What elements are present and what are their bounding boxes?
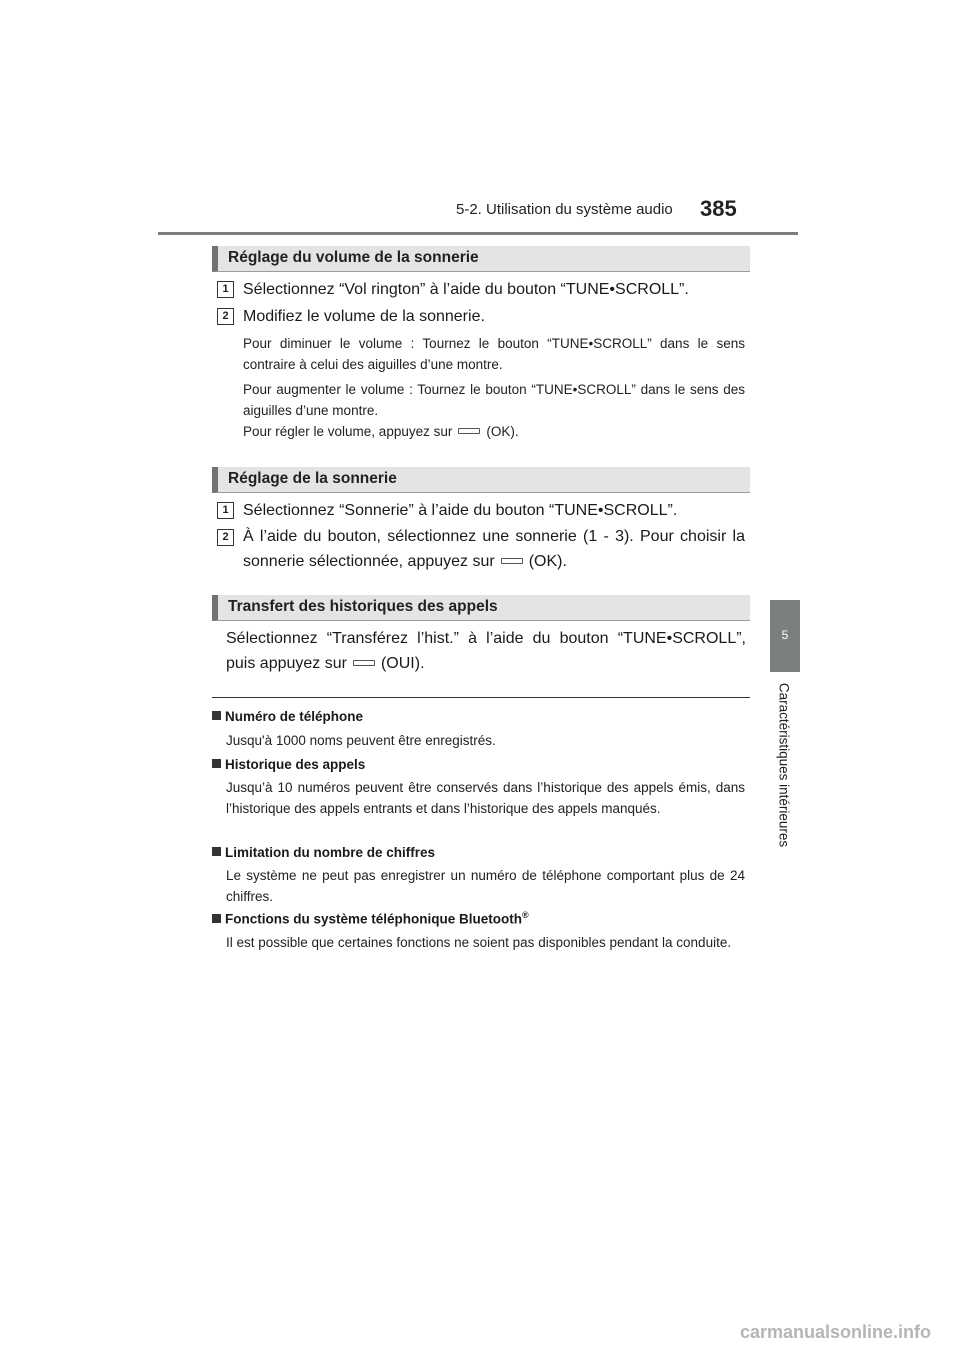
section-heading-ringtone xyxy=(212,467,750,493)
instruction-detail: Pour augmenter le volume : Tournez le bouton “TUNE•SCROLL” dans le sens des aiguilles d’une montre. xyxy=(243,382,745,418)
page-header xyxy=(0,0,960,240)
square-bullet-icon xyxy=(212,847,221,856)
note-title: Historique des appels xyxy=(212,757,365,772)
note-title: Numéro de téléphone xyxy=(212,709,363,724)
header-rule xyxy=(158,232,798,235)
section-heading-text: Réglage du volume de la sonnerie xyxy=(228,249,479,266)
yes-button-icon xyxy=(353,660,375,666)
ok-button-icon xyxy=(458,428,480,434)
note-title: Fonctions du système téléphonique Bluetooth® xyxy=(212,910,529,927)
square-bullet-icon xyxy=(212,759,221,768)
step-number: 2 xyxy=(217,308,234,325)
step-text-part: (OK). xyxy=(528,553,567,570)
section-heading-volume xyxy=(212,246,750,272)
chapter-label: Caractéristiques intérieures xyxy=(776,682,792,848)
step-text: Sélectionnez “Vol rington” à l’aide du bouton “TUNE•SCROLL”. xyxy=(243,281,689,298)
step-text-part: À l’aide du bouton, sélectionnez une sonnerie (1 - 3). Pour choisir la sonnerie sélectionnée, appuyez sur xyxy=(243,528,745,570)
notes-divider xyxy=(212,697,750,698)
instruction-detail xyxy=(243,421,745,442)
instruction-detail: Pour diminuer le volume : Tournez le bouton “TUNE•SCROLL” dans le sens contraire à celui des aiguilles d’une montre. xyxy=(243,336,745,372)
section-heading-text: Réglage de la sonnerie xyxy=(228,470,397,487)
section-heading-transfer xyxy=(212,595,750,621)
step-text: Modifiez le volume de la sonnerie. xyxy=(243,308,485,325)
note-title: Limitation du nombre de chiffres xyxy=(212,845,435,860)
note-text: Jusqu’à 10 numéros peuvent être conservés dans l’historique des appels émis, dans l’historique des appels entrants et dans l’historique des appels manqués. xyxy=(226,780,745,816)
note-text: Jusqu'à 1000 noms peuvent être enregistrés. xyxy=(226,733,496,748)
step-text xyxy=(243,524,745,574)
instruction-text: Sélectionnez “Transférez l’hist.” à l’aide du bouton “TUNE•SCROLL”, puis appuyez sur xyxy=(226,630,746,672)
section-heading-text: Transfert des historiques des appels xyxy=(228,598,498,615)
transfer-instruction xyxy=(226,626,746,676)
square-bullet-icon xyxy=(212,711,221,720)
square-bullet-icon xyxy=(212,914,221,923)
step-text: Sélectionnez “Sonnerie” à l’aide du bouton “TUNE•SCROLL”. xyxy=(243,502,678,519)
step-number: 1 xyxy=(217,502,234,519)
step-number: 1 xyxy=(217,281,234,298)
instruction-text: (OUI). xyxy=(380,655,425,672)
watermark: carmanualsonline.info xyxy=(740,1322,932,1342)
step-number: 2 xyxy=(217,529,234,546)
section-title: 5-2. Utilisation du système audio xyxy=(456,201,673,218)
note-text: Il est possible que certaines fonctions ne soient pas disponibles pendant la conduite. xyxy=(226,935,732,950)
ok-button-icon xyxy=(501,558,523,564)
page-number: 385 xyxy=(700,196,737,221)
detail-text: (OK). xyxy=(486,424,519,439)
chapter-tab xyxy=(770,600,800,672)
detail-text: Pour régler le volume, appuyez sur xyxy=(243,424,453,439)
registered-mark: ® xyxy=(522,910,529,920)
chapter-number: 5 xyxy=(781,628,789,642)
note-text: Le système ne peut pas enregistrer un numéro de téléphone comportant plus de 24 chiffres. xyxy=(226,868,745,904)
